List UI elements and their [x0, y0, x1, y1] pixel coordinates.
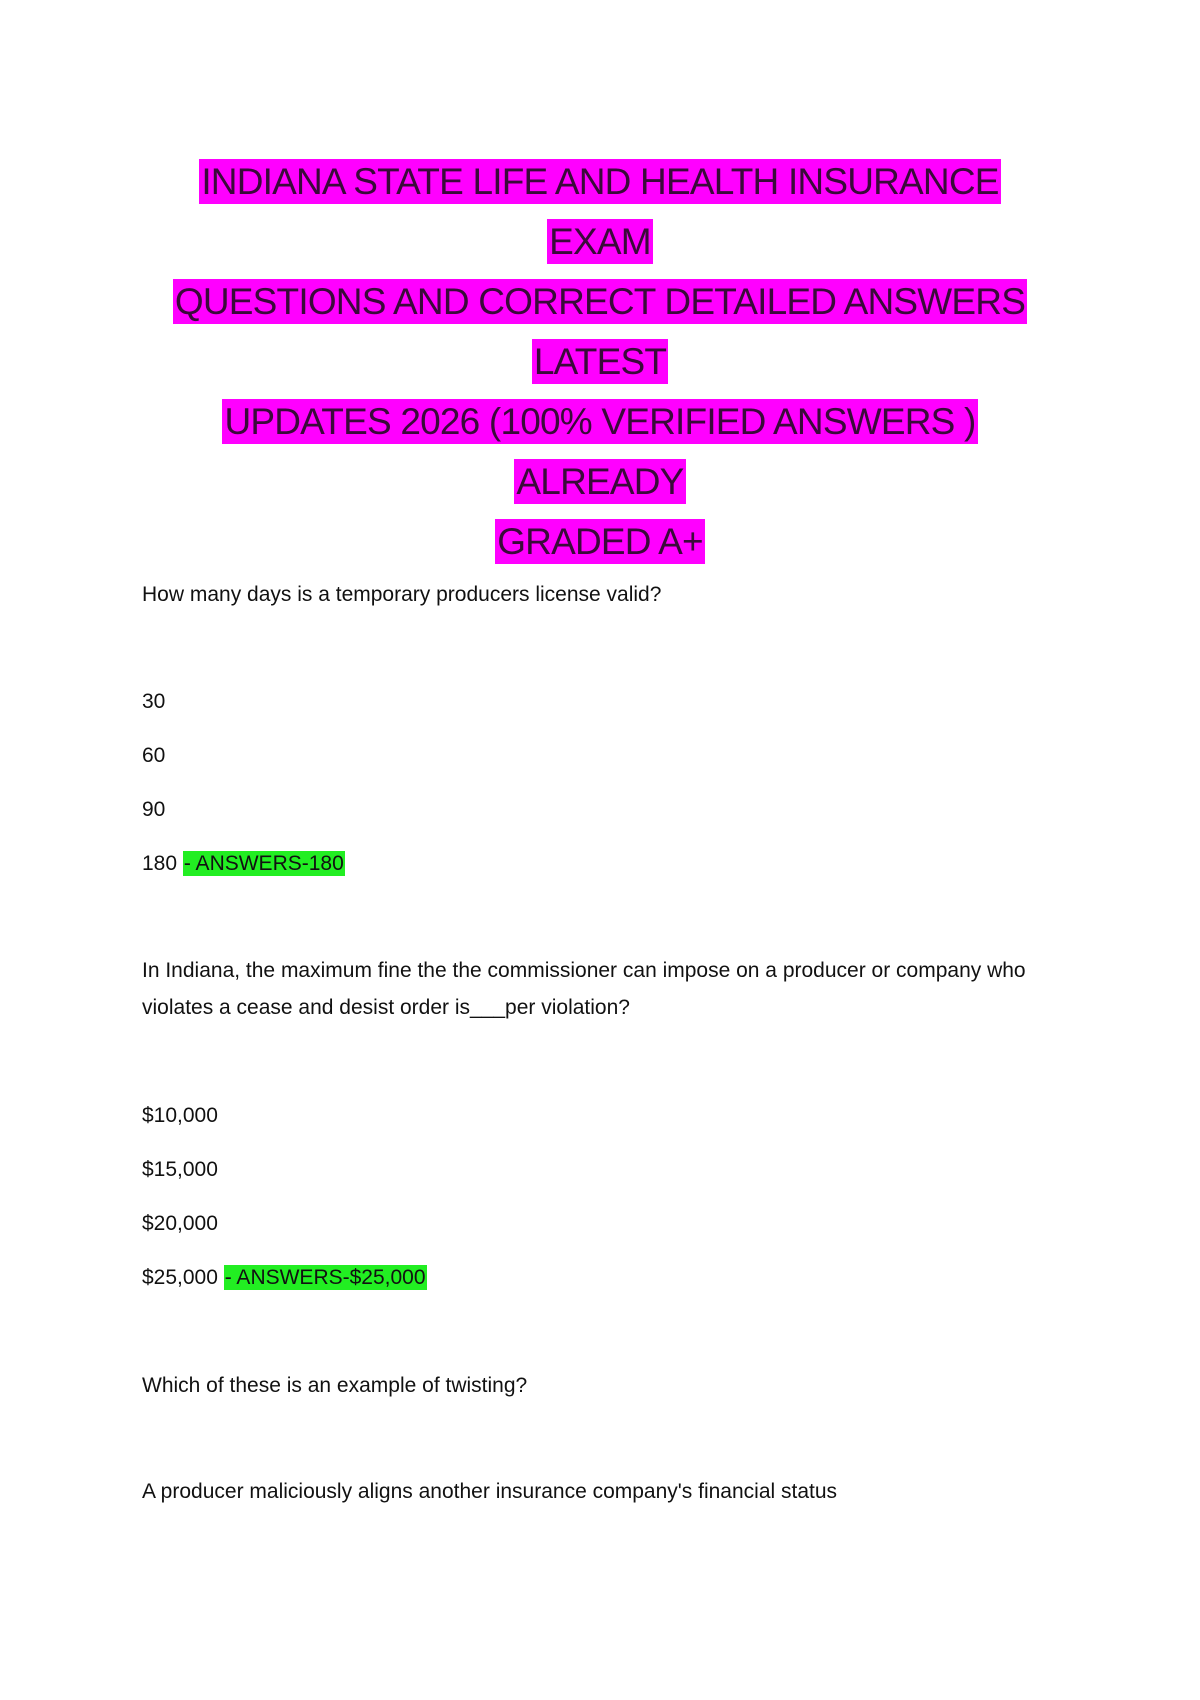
question-1-option-4: 180 [142, 852, 178, 875]
title-line-3: UPDATES 2026 (100% VERIFIED ANSWERS ) ALREADY [224, 401, 976, 502]
question-1-option-1: 30 [142, 690, 166, 713]
document-title [150, 152, 1050, 572]
question-1-option-2: 60 [142, 744, 166, 767]
question-3-prompt: Which of these is an example of twisting? [142, 1374, 528, 1397]
question-2-option-4: $25,000 [142, 1266, 218, 1289]
question-1-answer: - ANSWERS-180 [183, 852, 344, 875]
question-1-option-3: 90 [142, 798, 166, 821]
question-2-option-1: $10,000 [142, 1104, 218, 1127]
question-2-prompt: In Indiana, the maximum fine the the commissioner can impose on a producer or company who violates a cease and desist order is___per violation? [142, 959, 1026, 1019]
question-2-option-2: $15,000 [142, 1158, 218, 1181]
title-line-2: QUESTIONS AND CORRECT DETAILED ANSWERS LATEST [174, 281, 1026, 382]
question-3-option-1: A producer maliciously aligns another insurance company's financial status [142, 1480, 838, 1503]
question-2-option-4-row [142, 1259, 427, 1296]
question-1-option-4-row [142, 845, 345, 882]
question-2-answer: - ANSWERS-$25,000 [224, 1266, 426, 1289]
question-2-option-3: $20,000 [142, 1212, 218, 1235]
title-line-1: INDIANA STATE LIFE AND HEALTH INSURANCE EXAM [201, 161, 999, 262]
question-1-prompt: How many days is a temporary producers license valid? [142, 583, 662, 606]
title-line-4: GRADED A+ [497, 521, 703, 562]
